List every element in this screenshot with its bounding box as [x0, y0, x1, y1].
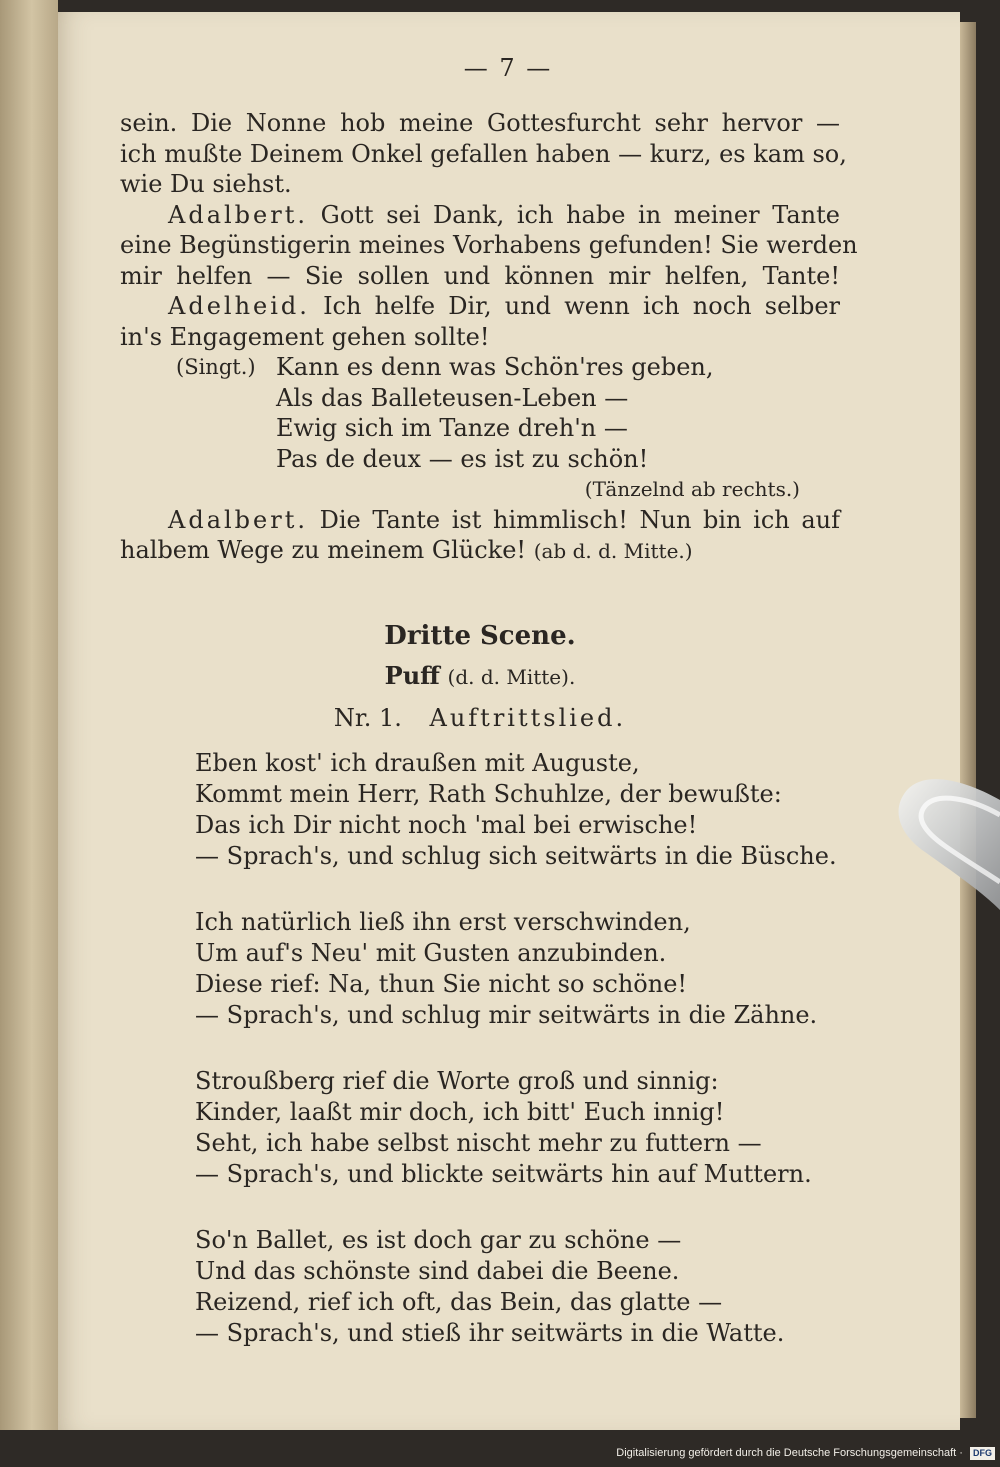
para1-line-2: ich mußte Deinem Onkel gefallen haben — kurz, es kam so,: [120, 139, 847, 168]
song-line-3: [120, 413, 840, 444]
verse-2: [120, 907, 840, 1031]
verse-1: [120, 748, 840, 872]
scene-heading-block: [120, 614, 840, 738]
footer-text: Digitalisierung gefördert durch die Deutsche Forschungsgemeinschaft ·: [616, 1447, 963, 1459]
para2-line-2: eine Begünstigerin meines Vorhabens gefunden! Sie werden: [120, 231, 858, 259]
stage-direction-exit: (Tänzelnd ab rechts.): [584, 477, 800, 501]
para4-text-1: Die Tante ist himmlisch! Nun bin ich auf: [319, 505, 840, 534]
speaker-adalbert-2: Adalbert.: [168, 505, 308, 534]
page-clip-icon: [885, 760, 1000, 920]
entrance-direction: (d. d. Mitte).: [447, 665, 576, 689]
verse-line: Und das schönste sind dabei die Beene.: [195, 1257, 680, 1285]
para3-line-2: in's Engagement gehen sollte!: [120, 322, 490, 351]
para1-line-3: wie Du siehst.: [120, 170, 292, 198]
footer-credit: [600, 1444, 995, 1462]
song-title: Auftrittslied.: [429, 704, 627, 732]
character-puff: Puff: [384, 661, 440, 690]
verse-line: Ich natürlich ließ ihn erst verschwinden,: [195, 908, 691, 936]
verse-line: — Sprach's, und blickte seitwärts hin auf Muttern.: [195, 1160, 812, 1188]
verse-line: — Sprach's, und schlug mir seitwärts in die Zähne.: [195, 1001, 818, 1029]
song-text-2: Als das Balleteusen-Leben —: [276, 383, 629, 412]
speaker-adalbert: Adalbert.: [168, 200, 308, 229]
verse-line: — Sprach's, und schlug sich seitwärts in die Büsche.: [195, 842, 837, 870]
dfg-logo: DFG: [970, 1447, 995, 1460]
para3-text-1: Ich helfe Dir, und wenn ich noch selber: [323, 292, 840, 320]
song-number: Nr. 1.: [333, 704, 402, 732]
song-text-1: Kann es denn was Schön'res geben,: [276, 353, 714, 381]
song-line-1: [120, 352, 840, 383]
stage-direction-exit-middle: (ab d. d. Mitte.): [533, 539, 693, 563]
book-edge: [960, 22, 976, 1418]
song-heading: [120, 698, 840, 738]
book-page: [58, 12, 960, 1430]
para4-text-2: halbem Wege zu meinem Glücke!: [120, 536, 527, 564]
para3-line-1: [120, 291, 840, 322]
para4-line-2: [120, 535, 840, 566]
song-text-3: Ewig sich im Tanze dreh'n —: [276, 414, 628, 442]
verse-line: Das ich Dir nicht noch 'mal bei erwische!: [195, 811, 698, 839]
verse-line: Stroußberg rief die Worte groß und sinnig:: [195, 1067, 719, 1095]
song-line-2: [120, 383, 840, 414]
song-line-4: [120, 444, 840, 475]
text-body: [120, 108, 858, 566]
verse-3: [120, 1066, 840, 1190]
para1-line-1: sein. Die Nonne hob meine Gottesfurcht sehr hervor —: [120, 109, 840, 137]
para4-line-1: [120, 505, 840, 536]
stage-direction-sings: (Singt.): [176, 355, 256, 379]
para2-line-1: [120, 200, 840, 231]
para2-text-1: Gott sei Dank, ich habe in meiner Tante: [320, 200, 840, 229]
verse-line: Diese rief: Na, thun Sie nicht so schöne!: [195, 970, 688, 998]
song-text-4: Pas de deux — es ist zu schön!: [276, 444, 649, 473]
verse-line: Kommt mein Herr, Rath Schuhlze, der bewußte:: [195, 780, 782, 808]
verse-line: So'n Ballet, es ist doch gar zu schöne —: [195, 1226, 682, 1254]
verse-4: [120, 1225, 840, 1349]
verses: [120, 748, 840, 1349]
scene-title: Dritte Scene.: [384, 621, 576, 651]
verse-line: Um auf's Neu' mit Gusten anzubinden.: [195, 939, 667, 967]
verse-line: — Sprach's, und stieß ihr seitwärts in die Watte.: [195, 1319, 785, 1347]
page-number: — 7 —: [463, 54, 553, 82]
verse-line: Kinder, laaßt mir doch, ich bitt' Euch innig!: [195, 1098, 725, 1126]
facing-page-edge: [0, 0, 58, 1430]
verse-line: Reizend, rief ich oft, das Bein, das glatte —: [195, 1288, 723, 1316]
scene-entrance: [120, 658, 840, 698]
verse-line: Eben kost' ich draußen mit Auguste,: [195, 749, 640, 777]
verse-line: Seht, ich habe selbst nischt mehr zu futtern —: [195, 1129, 762, 1157]
speaker-adelheid: Adelheid.: [168, 292, 310, 320]
para2-line-3: mir helfen — Sie sollen und können mir helfen, Tante!: [120, 261, 840, 290]
